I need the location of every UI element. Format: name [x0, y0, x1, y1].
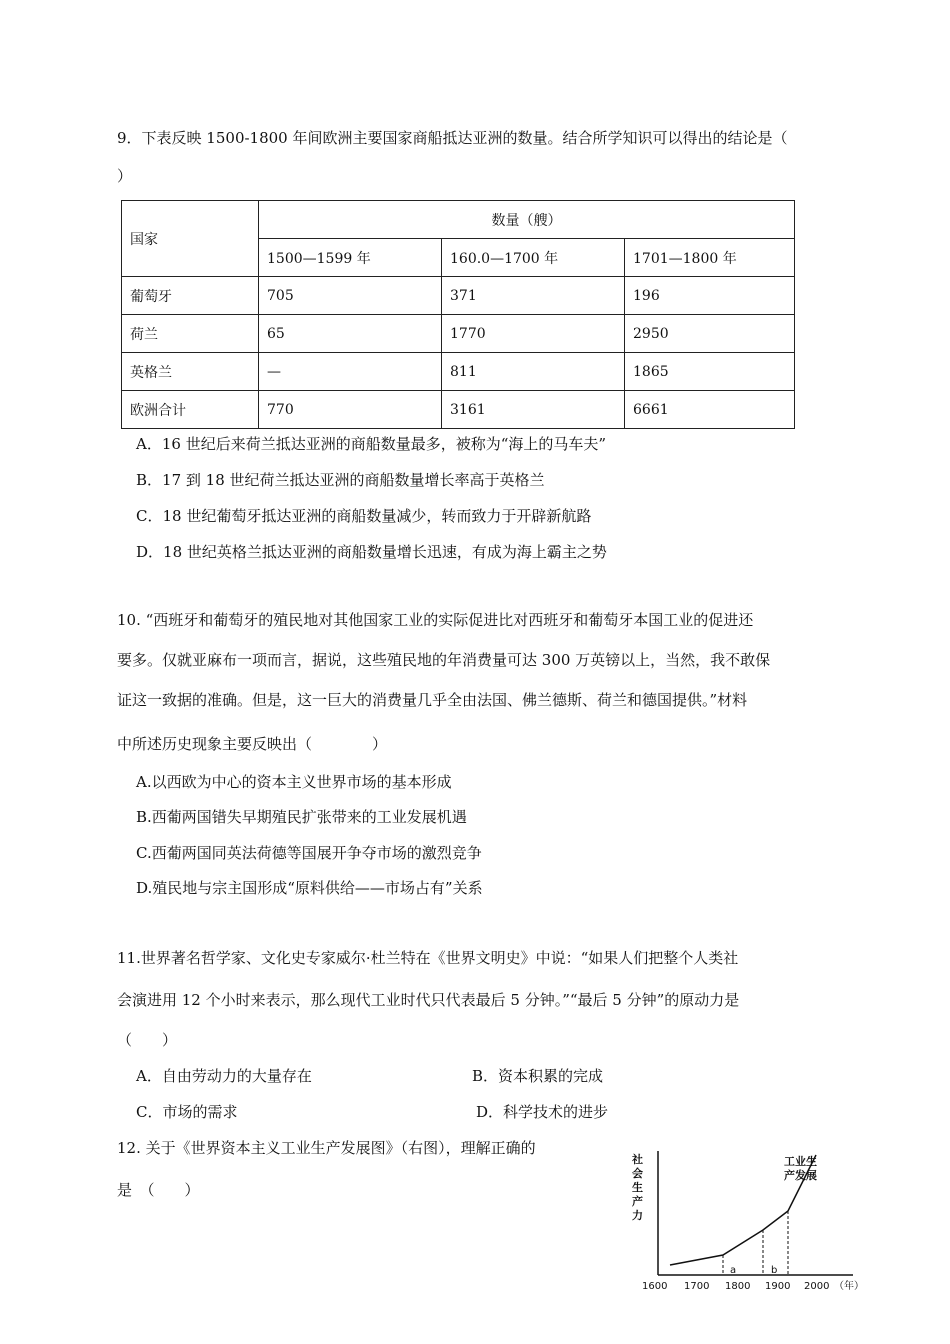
q9-option-c: C．18 世纪葡萄牙抵达亚洲的商船数量减少，转而致力于开辟新航路 [136, 507, 592, 525]
table-cell: 371 [442, 277, 625, 315]
table-cell: 811 [442, 353, 625, 391]
y-label-2: 会 [632, 1167, 643, 1180]
table-cell: 1865 [625, 353, 795, 391]
table-cell: 2950 [625, 315, 795, 353]
x-tick-1800: 1800 [725, 1281, 751, 1292]
q10-option-a: A.以西欧为中心的资本主义世界市场的基本形成 [136, 773, 452, 791]
q9-option-a: A．16 世纪后来荷兰抵达亚洲的商船数量最多，被称为“海上的马车夫” [136, 435, 607, 453]
table-cell: 65 [259, 315, 442, 353]
x-tick-1600: 1600 [642, 1281, 668, 1292]
industrial-production-figure [628, 1145, 873, 1305]
curve-label-2: 产发展 [784, 1169, 817, 1182]
x-unit: （年） [834, 1281, 864, 1292]
q10-option-b: B.西葡两国错失早期殖民扩张带来的工业发展机遇 [136, 808, 467, 826]
table-cell: 荷兰 [122, 315, 259, 353]
q11-line-1: 11.世界著名哲学家、文化史专家威尔·杜兰特在《世界文明史》中说：“如果人们把整个人类社 [117, 949, 739, 967]
table-cell: 196 [625, 277, 795, 315]
y-label-4: 产 [632, 1195, 643, 1208]
q12-line-1: 12. 关于《世界资本主义工业生产发展图》（右图），理解正确的 [117, 1139, 536, 1157]
q11-line-2: 会演进用 12 个小时来表示，那么现代工业时代只代表最后 5 分钟。”“最后 5 分钟”的原动力是 [117, 991, 740, 1009]
curve-label-1: 工业生 [784, 1155, 817, 1168]
table-header-period-1: 1500—1599 年 [259, 239, 442, 277]
q10-line-2: 要多。仅就亚麻布一项而言，据说，这些殖民地的年消费量可达 300 万英镑以上，当然，我不敢保 [117, 651, 771, 669]
table-header-period-2: 160.0—1700 年 [442, 239, 625, 277]
q10-option-c: C.西葡两国同英法荷德等国展开争夺市场的激烈竞争 [136, 844, 482, 862]
table-cell: 英格兰 [122, 353, 259, 391]
table-header-country: 国家 [122, 201, 259, 277]
table-row [122, 391, 795, 429]
table-header-period-3: 1701—1800 年 [625, 239, 795, 277]
q10-line-4: 中所述历史现象主要反映出（ ） [117, 735, 388, 753]
marker-a: a [730, 1265, 737, 1276]
q11-option-a: A．自由劳动力的大量存在 [136, 1067, 312, 1085]
y-label-5: 力 [632, 1209, 643, 1222]
q11-option-c: C．市场的需求 [136, 1103, 238, 1121]
marker-b: b [771, 1265, 778, 1276]
q9-stem-line1: 9．下表反映 1500-1800 年间欧洲主要国家商船抵达亚洲的数量。结合所学知识可以得出的结论是（ [117, 129, 788, 147]
q9-option-b: B．17 到 18 世纪荷兰抵达亚洲的商船数量增长率高于英格兰 [136, 471, 545, 489]
q9-stem-line2: ） [117, 167, 133, 185]
q11-option-d: D．科学技术的进步 [476, 1103, 609, 1121]
table-cell: 3161 [442, 391, 625, 429]
y-label-3: 生 [632, 1181, 643, 1194]
table-cell: — [259, 353, 442, 391]
table-cell: 6661 [625, 391, 795, 429]
table-cell: 葡萄牙 [122, 277, 259, 315]
x-tick-1900: 1900 [765, 1281, 791, 1292]
x-tick-1700: 1700 [684, 1281, 710, 1292]
q9-table [121, 200, 795, 429]
q10-option-d: D.殖民地与宗主国形成“原料供给——市场占有”关系 [136, 879, 483, 897]
q12-line-2: 是 （ ） [117, 1181, 200, 1199]
table-row [122, 315, 795, 353]
table-cell: 770 [259, 391, 442, 429]
q11-line-3: （ ） [117, 1031, 178, 1049]
table-cell: 欧洲合计 [122, 391, 259, 429]
q10-line-3: 证这一致据的准确。但是，这一巨大的消费量几乎全由法国、佛兰德斯、荷兰和德国提供。”材料 [117, 691, 748, 709]
table-cell: 1770 [442, 315, 625, 353]
x-tick-2000: 2000 [804, 1281, 830, 1292]
q9-option-d: D．18 世纪英格兰抵达亚洲的商船数量增长迅速，有成为海上霸主之势 [136, 543, 607, 561]
q11-option-b: B．资本积累的完成 [472, 1067, 604, 1085]
q10-line-1: 10. “西班牙和葡萄牙的殖民地对其他国家工业的实际促进比对西班牙和葡萄牙本国工业的促进还 [117, 611, 754, 629]
table-row [122, 277, 795, 315]
y-label-1: 社 [632, 1153, 643, 1166]
table-cell: 705 [259, 277, 442, 315]
table-header-quantity: 数量（艘） [259, 201, 795, 239]
table-row [122, 353, 795, 391]
